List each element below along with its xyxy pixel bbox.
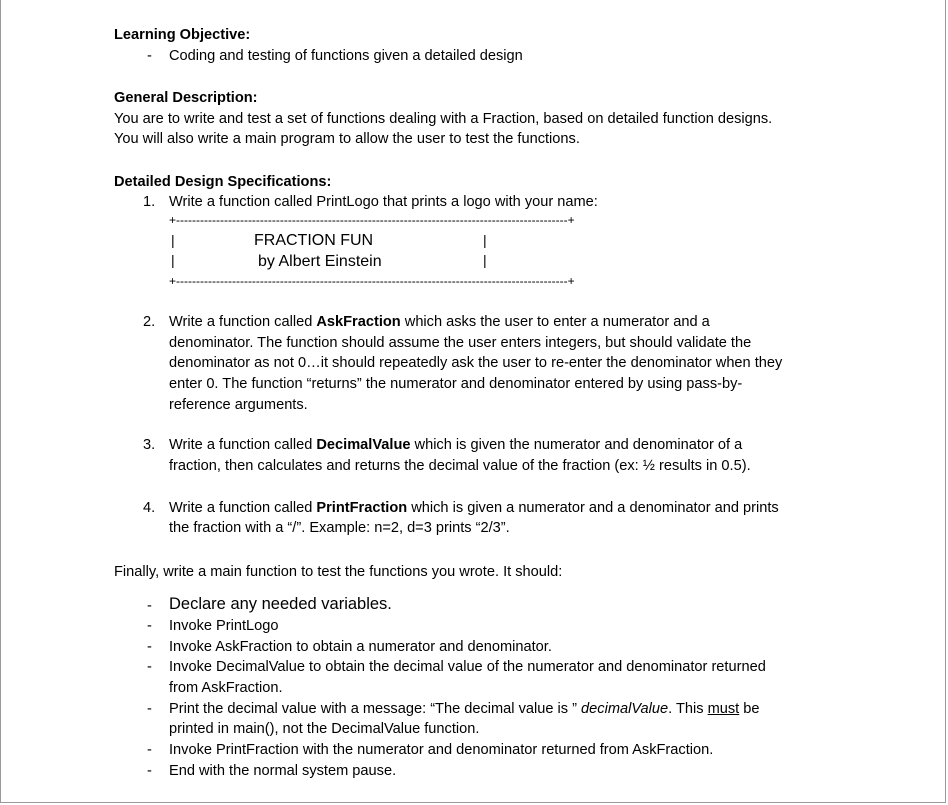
item2-first-line: Write a function called AskFraction which asks the user to enter a numerator and a [169, 314, 710, 330]
logo-bar-left: | [171, 252, 175, 268]
item2-line: denominator. The function should assume the user enters integers, but should validate the [169, 335, 752, 351]
main-step: Print the decimal value with a message: “The decimal value is ” decimalValue. This must be [169, 701, 760, 717]
main-step-continued: printed in main(), not the DecimalValue function. [169, 721, 480, 737]
logo-border-bottom: +--------------------------------------------------------------------------------------------------+ [169, 274, 575, 288]
item2-line: enter 0. The function “returns” the numerator and denominator entered by using pass-by- [169, 376, 743, 392]
main-step: Invoke PrintFraction with the numerator and denominator returned from AskFraction. [169, 742, 714, 758]
logo-border-top: +--------------------------------------------------------------------------------------------------+ [169, 213, 575, 227]
item-number: 4. [143, 500, 156, 516]
bullet-dash: - [147, 639, 152, 655]
logo-bar-right: | [483, 232, 487, 248]
logo-title: FRACTION FUN [254, 232, 374, 249]
logo-author: by Albert Einstein [258, 253, 382, 270]
bullet-dash: - [147, 742, 152, 758]
bullet-dash: - [147, 701, 152, 717]
logo-bar-left: | [171, 232, 175, 248]
main-step: Invoke PrintLogo [169, 618, 279, 634]
item-number: 2. [143, 314, 156, 330]
general-description-line: You will also write a main program to allow the user to test the functions. [114, 131, 580, 147]
item4-line: the fraction with a “/”. Example: n=2, d=3 prints “2/3”. [169, 520, 510, 536]
item3-first-line: Write a function called DecimalValue which is given the numerator and denominator of a [169, 437, 743, 453]
bullet-dash: - [147, 763, 152, 779]
bullet-dash: - [147, 618, 152, 634]
item-number: 3. [143, 437, 156, 453]
item2-line: denominator as not 0…it should repeatedly ask the user to re-enter the denominator when they [169, 355, 783, 371]
main-step: Invoke AskFraction to obtain a numerator and denominator. [169, 639, 552, 655]
item-number: 1. [143, 194, 156, 210]
item2-line: reference arguments. [169, 397, 308, 413]
general-description-line: You are to write and test a set of functions dealing with a Fraction, based on detailed function designs. [114, 111, 773, 127]
bullet-dash: - [147, 659, 152, 675]
main-step: Declare any needed variables. [169, 595, 392, 613]
bullet-dash: - [147, 48, 152, 64]
learning-objective-item: Coding and testing of functions given a detailed design [169, 48, 523, 64]
learning-objective-heading: Learning Objective: [114, 27, 251, 43]
finally-intro: Finally, write a main function to test the functions you wrote. It should: [114, 564, 563, 580]
main-step: Invoke DecimalValue to obtain the decimal value of the numerator and denominator returned [169, 659, 766, 675]
detailed-design-heading: Detailed Design Specifications: [114, 174, 332, 190]
item1-text: Write a function called PrintLogo that prints a logo with your name: [169, 194, 598, 210]
item4-first-line: Write a function called PrintFraction which is given a numerator and a denominator and prints [169, 500, 779, 516]
main-step-continued: from AskFraction. [169, 680, 283, 696]
main-step: End with the normal system pause. [169, 763, 397, 779]
logo-bar-right: | [483, 252, 487, 268]
item3-line: fraction, then calculates and returns the decimal value of the fraction (ex: ½ results in 0.5). [169, 458, 751, 474]
general-description-heading: General Description: [114, 90, 258, 106]
bullet-dash: - [147, 598, 152, 614]
